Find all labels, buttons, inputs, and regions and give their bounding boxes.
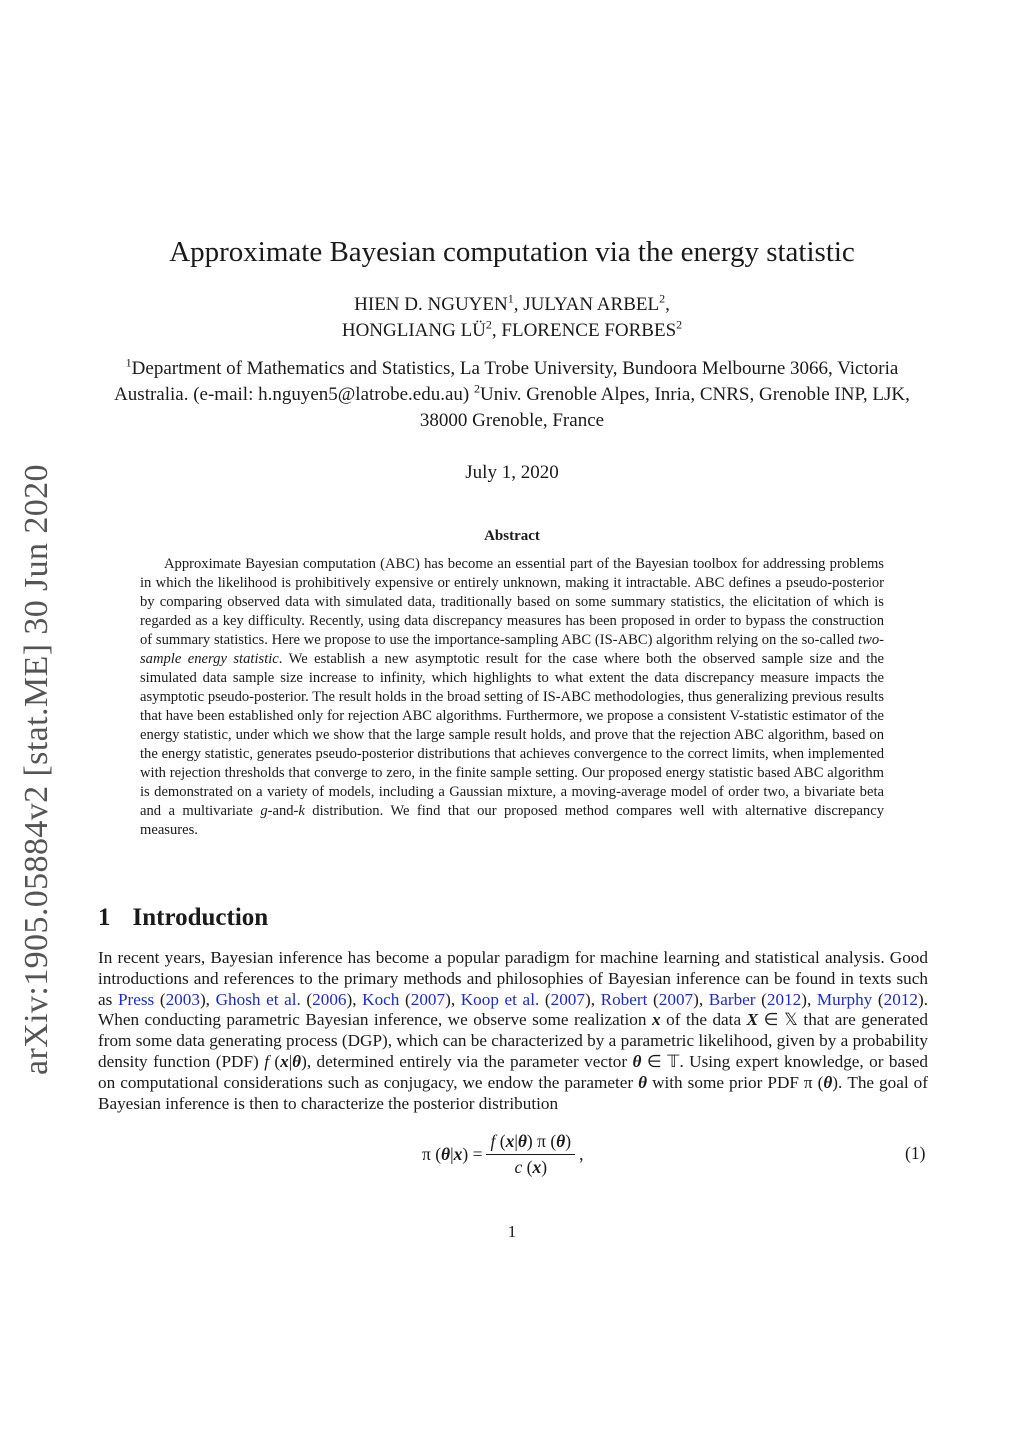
citation-year-link[interactable]: 2003 xyxy=(165,989,200,1009)
citation-year-link[interactable]: 2012 xyxy=(766,989,802,1009)
math-symbol: f xyxy=(490,1130,496,1151)
body-text: In recent years, Bayesian inference has become a popular paradigm for machine learning and statistical analysis. Good introductions and references to the primary methods and philosophies of Bayesian inference can be found in texts such as xyxy=(98,948,928,1009)
eq-text: , xyxy=(579,1143,584,1164)
fraction-numerator xyxy=(486,1131,575,1155)
citation-year-link[interactable]: 2007 xyxy=(410,989,446,1009)
eq-text: | xyxy=(514,1130,518,1151)
section-heading xyxy=(98,904,268,932)
affiliations xyxy=(96,356,928,434)
equation-number: (1) xyxy=(905,1143,926,1163)
citation-year-link[interactable]: 2006 xyxy=(312,989,347,1009)
math-symbol: f xyxy=(264,1051,269,1071)
body-text: ). The goal of Bayesian inference is then to characterize the posterior distribution xyxy=(98,1072,928,1113)
body-text: ), determined entirely via the parameter vector xyxy=(301,1051,633,1071)
eq-text: ) xyxy=(541,1156,548,1177)
affiliation-marker: 1 xyxy=(507,291,514,306)
eq-text: ) π ( xyxy=(526,1130,557,1151)
eq-text: ( xyxy=(495,1130,506,1151)
math-symbol: θ xyxy=(292,1051,302,1071)
paper-title: Approximate Bayesian computation via the energy statistic xyxy=(169,236,855,268)
math-symbol: θ xyxy=(441,1143,451,1164)
affiliation-marker: 2 xyxy=(676,317,683,332)
citation-link[interactable]: Koop et al. xyxy=(460,989,540,1009)
body-text: ∈ 𝕏 that are generated from some data generating process (DGP), which can be characterized by a parametric likelihood, given by a probability density function (PDF) xyxy=(98,1010,929,1071)
author-name: HIEN D. NGUYEN xyxy=(354,294,508,315)
body-text: of the data xyxy=(660,1010,747,1030)
body-text: with some prior PDF π ( xyxy=(647,1072,824,1092)
body-text: . When conducting parametric Bayesian inference, we observe some realization xyxy=(98,989,929,1030)
arxiv-identifier-stamp: arXiv:1905.05884v2 [stat.ME] 30 Jun 2020 xyxy=(18,464,55,1075)
equation-1 xyxy=(0,1130,1024,1178)
affiliation-marker: 1 xyxy=(125,355,132,370)
abstract-text: Approximate Bayesian computation (ABC) has become an essential part of the Bayesian toolbox for addressing problems in which the likelihood is prohibitively expensive or entirely unknown, making it intractable. ABC defines a pseudo-posterior by comparing observed data with simulated data, traditionally based on some summary statistics, the elicitation of which is regarded as a key difficulty. Recently, using data discrepancy measures has been proposed in order to bypass the construction of summary statistics. Here we propose to use the importance-sampling ABC (IS-ABC) algorithm relying on the so-called xyxy=(140,556,884,648)
citation-year-link[interactable]: 2007 xyxy=(658,989,694,1009)
paper-date: July 1, 2020 xyxy=(465,462,559,483)
equation-lhs xyxy=(422,1144,482,1165)
math-symbol: x xyxy=(280,1051,289,1071)
author-name: HONGLIANG LÜ xyxy=(341,320,486,341)
equation-fraction xyxy=(486,1131,575,1178)
eq-text: ) xyxy=(565,1130,572,1151)
author-name: , JULYAN ARBEL xyxy=(513,294,660,315)
math-symbol: x xyxy=(532,1156,542,1177)
citation-link[interactable]: Koch xyxy=(362,989,400,1009)
eq-text: | xyxy=(450,1143,454,1164)
abstract-heading: Abstract xyxy=(484,528,540,544)
abstract-text: . We establish a new asymptotic result for the case where both the observed sample size and the simulated data sample size increase to infinity, which highlights to what extent the data discrepancy measure impacts the asymptotic pseudo-posterior. The result holds in the broad setting of IS-ABC methodologies, thus generalizing previous results that have been established only for rejection ABC algorithms. Furthermore, we propose a consistent V-statistic estimator of the energy statistic, under which we show that the large sample result holds, and prove that the rejection ABC algorithm, based on the energy statistic, generates pseudo-posterior distributions that achieves convergence to the correct limits, when implemented with rejection thresholds that converge to zero, in the finite sample setting. Our proposed energy statistic based ABC algorithm is demonstrated on a variety of models, including a Gaussian mixture, a moving-average model of order two, a bivariate beta and a multivariate xyxy=(140,651,884,819)
abstract-body xyxy=(140,555,884,840)
author-list xyxy=(0,292,1024,344)
abstract-text: distribution. We find that our proposed method compares well with alternative discrepancy measures. xyxy=(140,803,884,838)
citation-link[interactable]: Barber xyxy=(708,989,756,1009)
abstract-math-g: g xyxy=(260,803,268,819)
math-symbol: c xyxy=(514,1156,523,1177)
eq-text: π ( xyxy=(422,1143,442,1164)
abstract-math-k: k xyxy=(298,803,305,819)
body-text: ( xyxy=(268,1051,281,1071)
equation-body xyxy=(422,1130,583,1178)
section-number: 1 xyxy=(98,904,111,931)
affiliation-text-1: Department of Mathematics and Statistics, La Trobe University, Bundoora Melbourne 3066, Victoria Australia. (e-mail: h.nguyen5@latrobe.edu.au) xyxy=(114,358,899,405)
page-number: 1 xyxy=(507,1222,517,1241)
author-separator: , xyxy=(665,294,670,315)
citation-link[interactable]: Ghosh et al. xyxy=(215,989,301,1009)
abstract-text: -and- xyxy=(267,803,299,819)
abstract-italic-term: two-sample energy statistic xyxy=(140,632,884,667)
author-line-2 xyxy=(0,318,1024,344)
body-text: ∈ 𝕋. Using expert knowledge, or based on computational considerations such as conjugacy, we endow the parameter xyxy=(98,1051,929,1092)
math-symbol: θ xyxy=(556,1130,566,1151)
citation-year-link[interactable]: 2012 xyxy=(883,989,918,1009)
fraction-denominator xyxy=(515,1155,548,1178)
math-symbol: x xyxy=(505,1130,515,1151)
affiliation-marker: 2 xyxy=(659,291,666,306)
body-text: | xyxy=(288,1051,293,1071)
section-title: Introduction xyxy=(132,904,269,931)
eq-text: ) = xyxy=(462,1143,483,1164)
introduction-paragraph: In recent years, Bayesian inference has become a popular paradigm for machine learning and statistical analysis. Good introductions and references to the primary methods and philosophies of Bayesian inference can be found in texts such as Press (2003), Ghosh et al. (2006), Koch (2007), Koop et al. (2007), Robert (2007), Barber (2012), Murphy (2012). When conducting parametric Bayesian inference, we observe some realization x of the data X ∈ 𝕏 that are generated from some data generating process (DGP), which can be characterized by a parametric likelihood, given by a probability density function (PDF) f (x|θ), determined entirely via the parameter vector θ ∈ 𝕋. Using expert knowledge, or based on computational considerations such as conjugacy, we endow the parameter θ with some prior PDF π (θ). The goal of Bayesian inference is then to characterize the posterior distribution xyxy=(98,948,929,1113)
math-symbol: x xyxy=(453,1143,463,1164)
author-name: , FLORENCE FORBES xyxy=(491,320,677,341)
affiliation-marker: 2 xyxy=(485,317,492,332)
math-symbol: x xyxy=(652,1010,661,1030)
citation-link[interactable]: Murphy xyxy=(816,989,873,1009)
affiliation-text-2: Univ. Grenoble Alpes, Inria, CNRS, Grenoble INP, LJK, 38000 Grenoble, France xyxy=(419,384,910,431)
math-symbol: θ xyxy=(638,1072,648,1092)
affiliation-marker: 2 xyxy=(473,381,480,396)
math-symbol: X xyxy=(746,1010,759,1030)
math-symbol: θ xyxy=(823,1072,833,1092)
math-symbol: θ xyxy=(517,1130,527,1151)
author-line-1 xyxy=(0,292,1024,318)
citation-year-link[interactable]: 2007 xyxy=(550,989,585,1009)
citation-link[interactable]: Press xyxy=(117,989,155,1009)
math-symbol: θ xyxy=(632,1051,642,1071)
eq-text: ( xyxy=(522,1156,533,1177)
citation-link[interactable]: Robert xyxy=(600,989,648,1009)
